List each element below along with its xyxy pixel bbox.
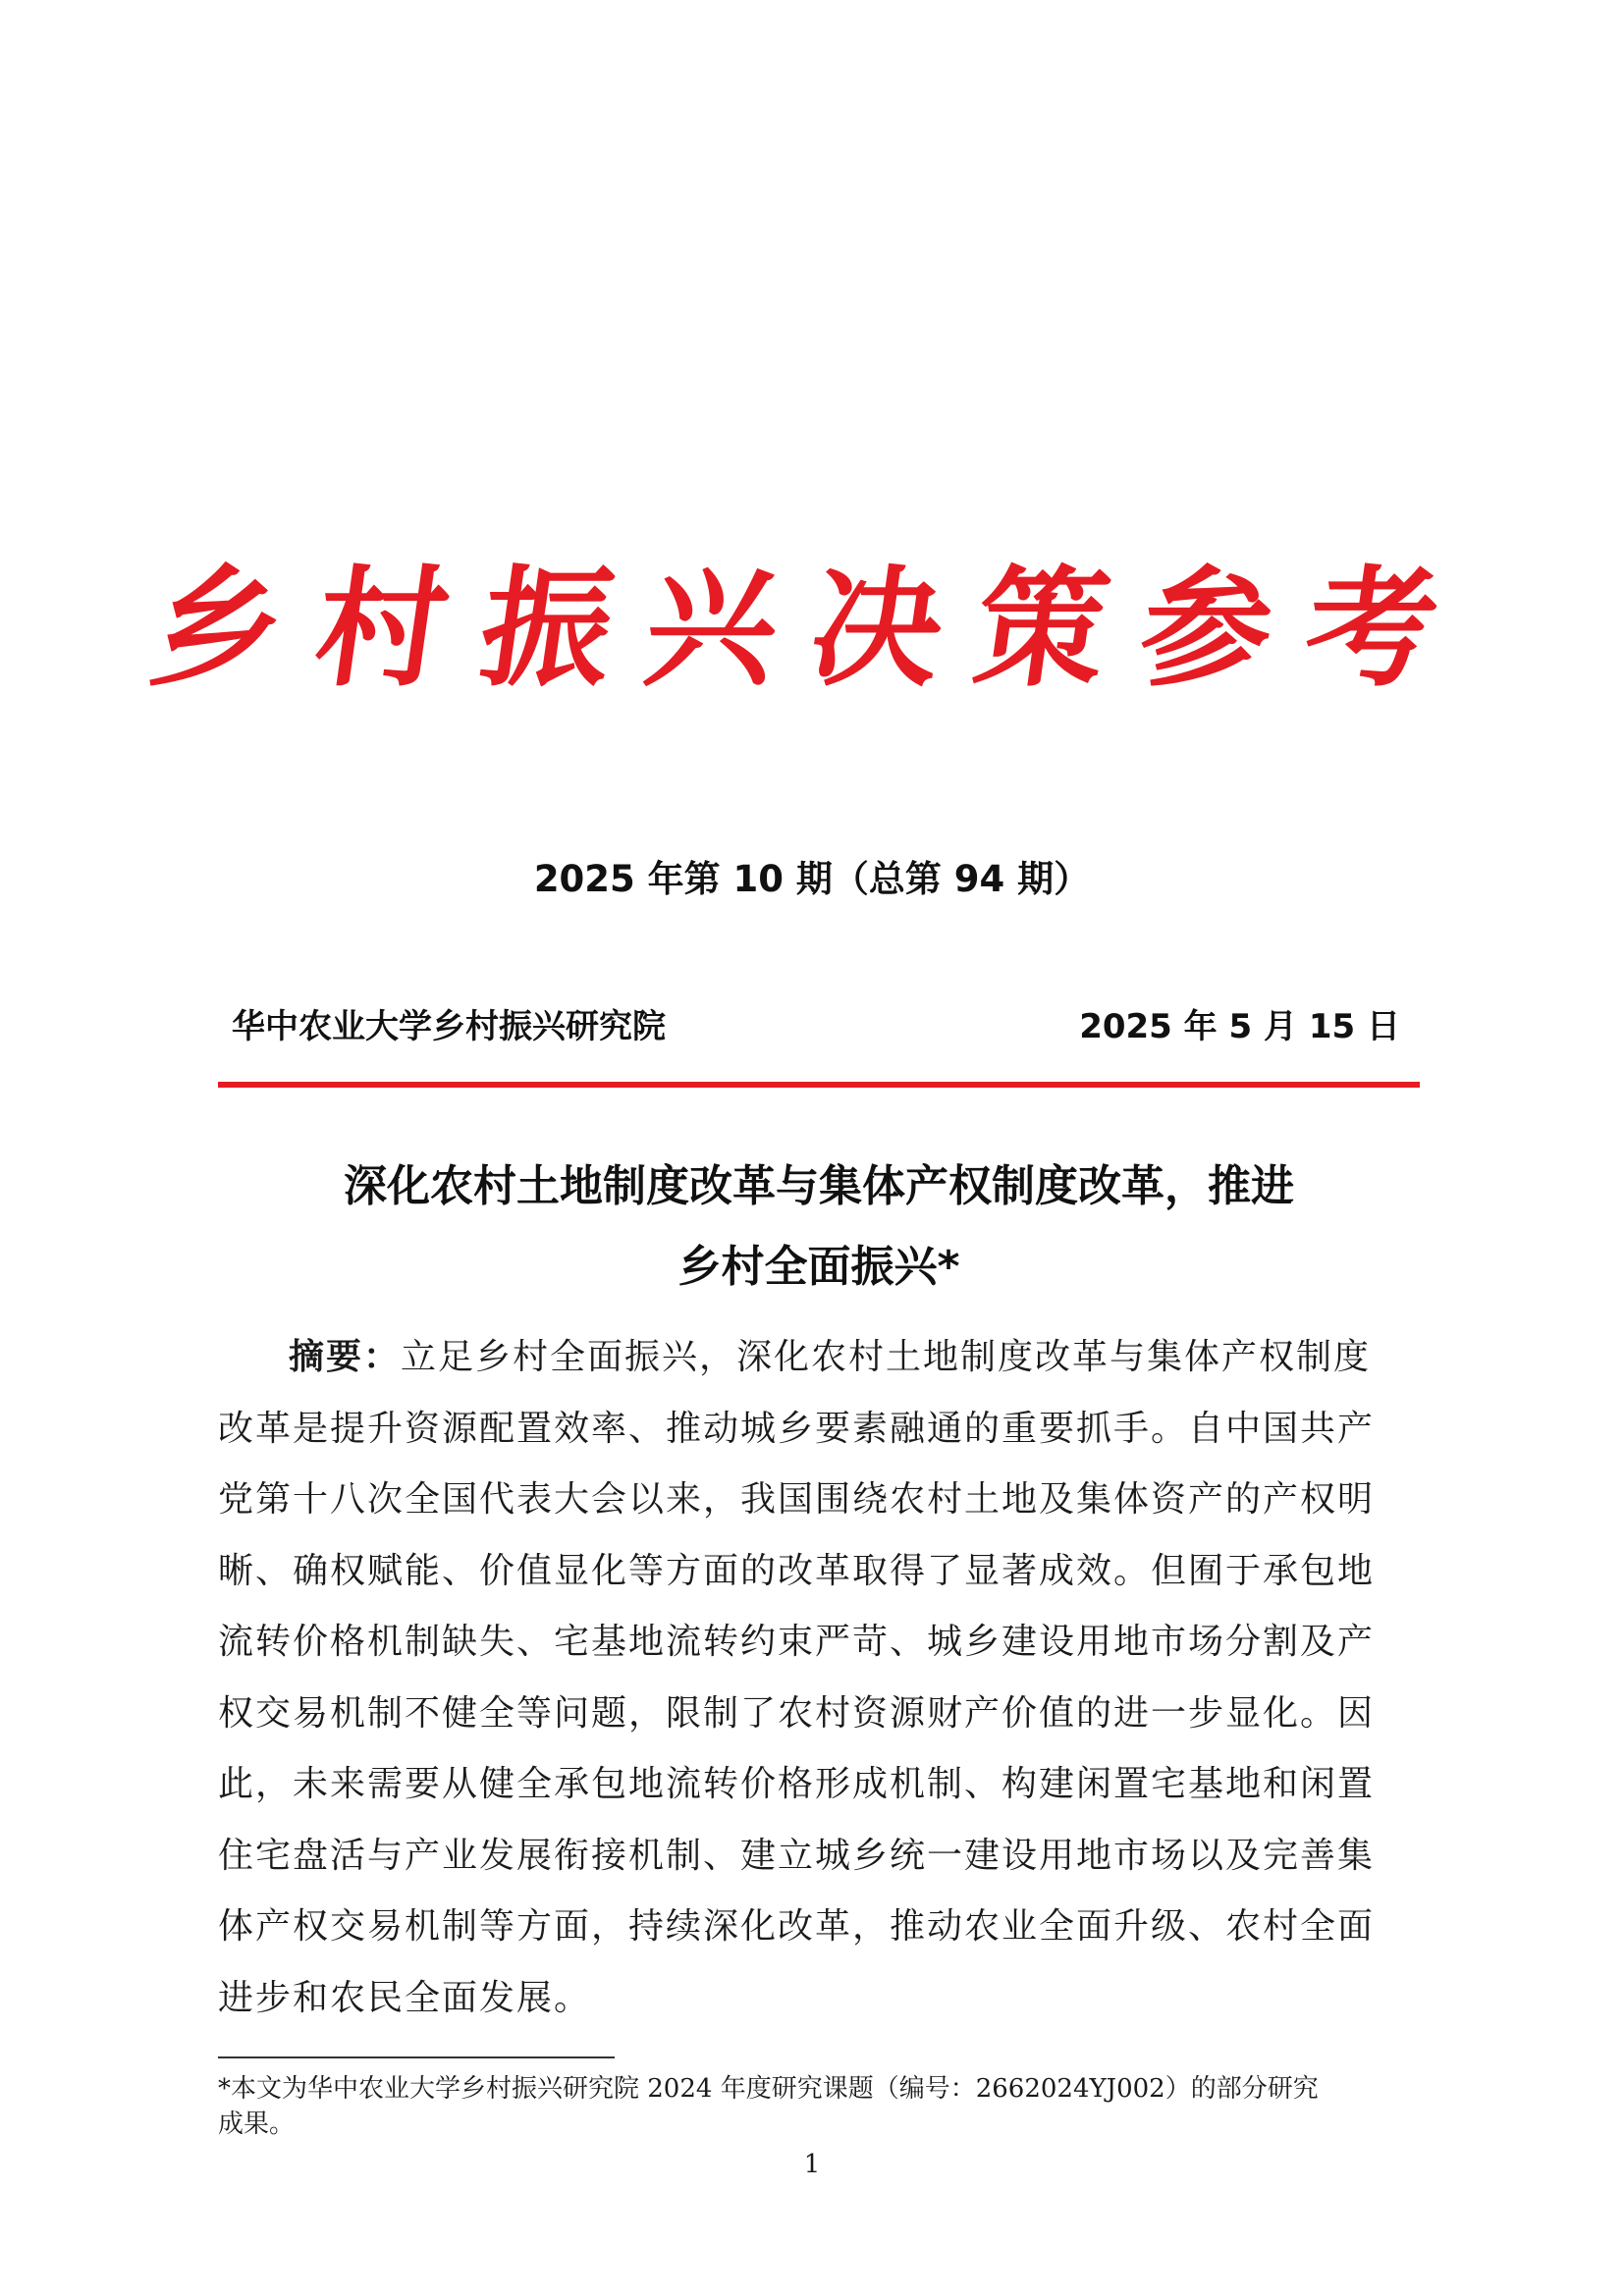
abstract-line	[218, 1322, 1420, 1394]
abstract-line: 流转价格机制缺失、宅基地流转约束严苛、城乡建设用地市场分割及产	[218, 1622, 1376, 1662]
organization-name: 华中农业大学乡村振兴研究院	[232, 1007, 666, 1046]
red-divider	[218, 1082, 1420, 1088]
page-number: 1	[803, 2150, 821, 2179]
issue-number: 2025 年第 10 期（总第 94 期）	[533, 858, 1091, 900]
footnote	[218, 2071, 1420, 2142]
abstract-line: 住宅盘活与产业发展衔接机制、建立城乡统一建设用地市场以及完善集	[218, 1835, 1376, 1876]
abstract-line: 晰、确权赋能、价值显化等方面的改革取得了显著成效。但囿于承包地	[218, 1550, 1376, 1591]
footnote-line: 成果。	[218, 2109, 296, 2139]
abstract-label: 摘要：	[289, 1337, 402, 1377]
publication-date: 2025 年 5 月 15 日	[1079, 1007, 1400, 1046]
article-title	[218, 1147, 1420, 1308]
masthead-title: 乡村振兴决策参考	[141, 553, 1483, 705]
article-title-line: 深化农村土地制度改革与集体产权制度改革，推进	[344, 1161, 1294, 1211]
article-title-line: 乡村全面振兴*	[677, 1242, 960, 1292]
abstract-line: 改革是提升资源配置效率、推动城乡要素融通的重要抓手。自中国共产	[218, 1408, 1376, 1449]
footnote-divider	[218, 2056, 615, 2058]
header-row	[232, 999, 1400, 1047]
abstract	[218, 1322, 1420, 2034]
abstract-line: 党第十八次全国代表大会以来，我国围绕农村土地及集体资产的产权明	[218, 1479, 1376, 1520]
abstract-line: 体产权交易机制等方面，持续深化改革，推动农业全面升级、农村全面	[218, 1906, 1376, 1947]
abstract-line: 权交易机制不健全等问题，限制了农村资源财产价值的进一步显化。因	[218, 1692, 1376, 1734]
abstract-line: 此，未来需要从健全承包地流转价格形成机制、构建闲置宅基地和闲置	[218, 1764, 1376, 1804]
abstract-text: 立足乡村全面振兴，深化农村土地制度改革与集体产权制度	[401, 1337, 1372, 1377]
footnote-line: *本文为华中农业大学乡村振兴研究院 2024 年度研究课题（编号：2662024YJ002）的部分研究	[218, 2074, 1319, 2104]
abstract-line: 进步和农民全面发展。	[218, 1977, 592, 2018]
